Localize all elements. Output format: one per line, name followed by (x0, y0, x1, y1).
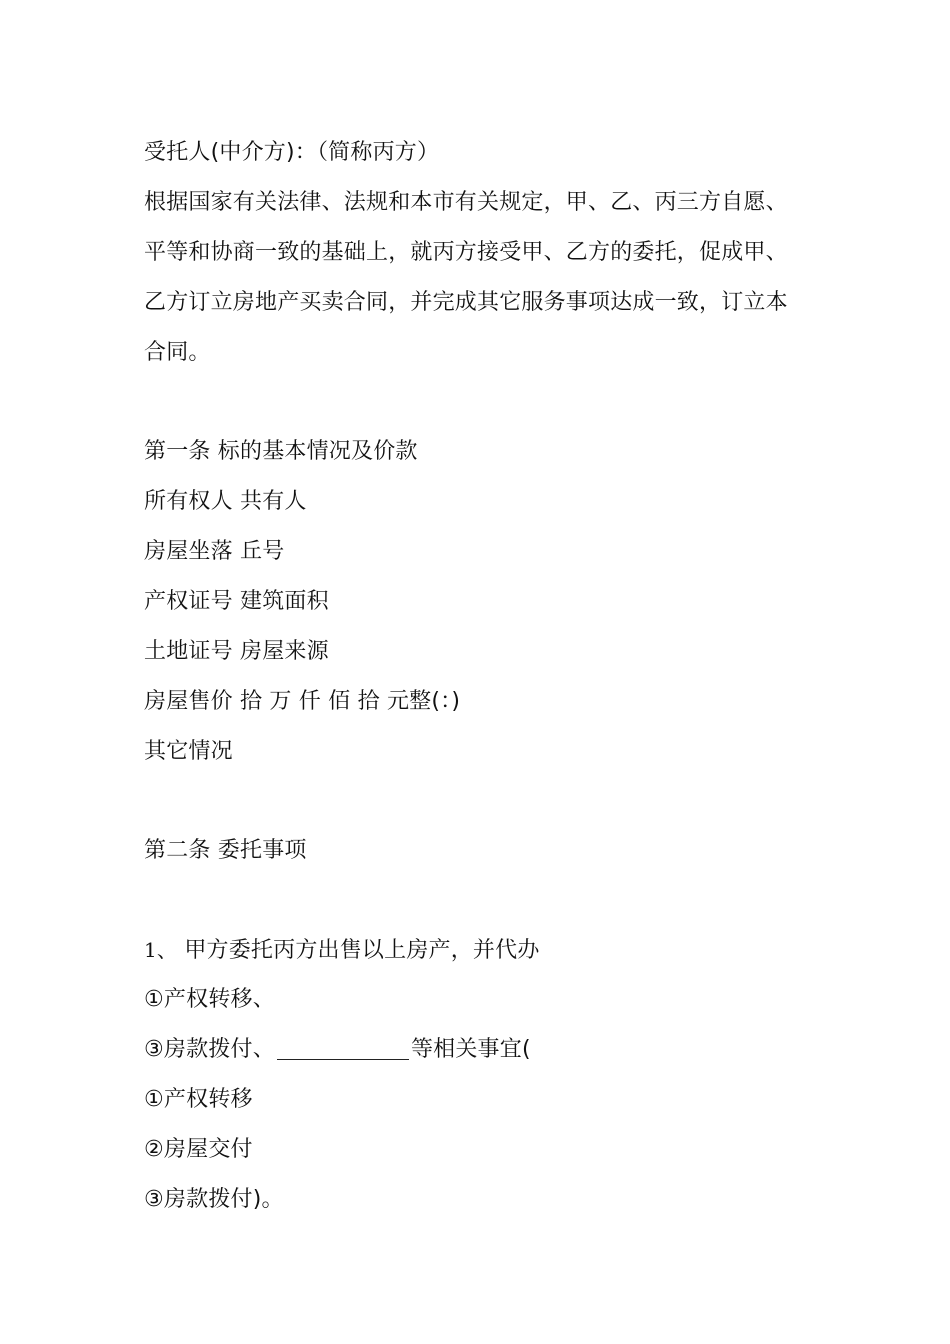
contract-body (144, 128, 824, 1225)
item-1-line (144, 925, 824, 975)
intro-line-3: 乙方订立房地产买卖合同，并完成其它服务事项达成一致，订立本 (144, 290, 788, 315)
intro-line-4: 合同。 (144, 340, 211, 365)
certificate-line: 产权证号 建筑面积 (144, 589, 329, 614)
land-certificate-line: 土地证号 房屋来源 (144, 639, 329, 664)
intro-line-1: 根据国家有关法律、法规和本市有关规定，甲、乙、丙三方自愿、 (144, 190, 788, 215)
sub-item-1: ①产权转移、 (144, 987, 275, 1012)
sub-item-3-after: 等相关事宜( (410, 1037, 531, 1062)
other-info-line: 其它情况 (144, 739, 233, 764)
trustee-line: 受托人(中介方)：（简称丙方） (144, 140, 440, 165)
list-item-1: ①产权转移 (144, 1087, 253, 1112)
spacer (144, 876, 824, 925)
sub-item-3-before: ③房款拨付、 (144, 1037, 275, 1062)
article-2-title: 第二条 委托事项 (144, 838, 307, 863)
list-item-3: ③房款拨付)。 (144, 1187, 284, 1212)
owner-line: 所有权人 共有人 (144, 489, 307, 514)
spacer (144, 777, 824, 826)
list-item-2: ②房屋交付 (144, 1137, 253, 1162)
spacer (144, 378, 824, 427)
intro-line-2: 平等和协商一致的基础上，就丙方接受甲、乙方的委托，促成甲、 (144, 240, 788, 265)
item-1-number: 1、 (144, 938, 178, 962)
location-line: 房屋坐落 丘号 (144, 539, 285, 564)
sub-item-3 (144, 1025, 824, 1075)
item-1-text: 甲方委托丙方出售以上房产，并代办 (184, 938, 540, 963)
price-line: 房屋售价 拾 万 仟 佰 拾 元整(：) (144, 689, 461, 714)
article-1-title: 第一条 标的基本情况及价款 (144, 439, 418, 464)
fill-in-blank (277, 1033, 409, 1060)
